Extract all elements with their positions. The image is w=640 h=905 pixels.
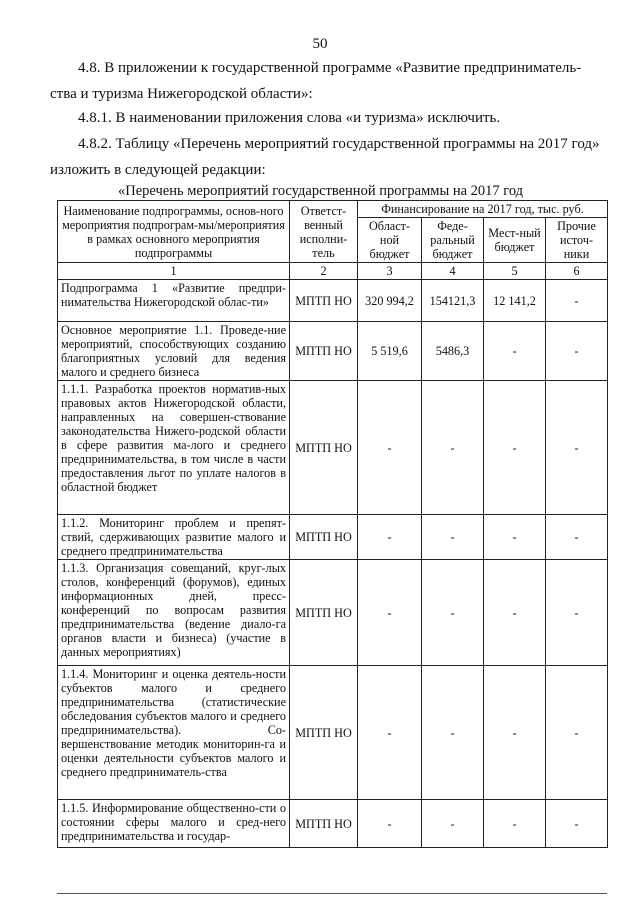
column-number: 5 bbox=[484, 263, 546, 280]
row-name: 1.1.3. Организация совещаний, круг-лых столов, конференций (форумов), единых информационных дней, пресс-конференций по вопросам развития предпринимательства (ведение диало-га органов власти и бизнеса) (участие в данных мероприятиях) bbox=[58, 560, 290, 666]
row-regional: - bbox=[358, 666, 422, 800]
row-federal: - bbox=[422, 381, 484, 515]
row-other: - bbox=[546, 800, 608, 848]
header-name: Наименование подпрограммы, основ-ного мероприятия подпрограм-мы/мероприятия в рамках основного мероприятия подпрограммы bbox=[58, 201, 290, 263]
row-other: - bbox=[546, 666, 608, 800]
row-federal: 154121,3 bbox=[422, 280, 484, 322]
row-regional: 5 519,6 bbox=[358, 322, 422, 381]
table-row bbox=[58, 515, 608, 560]
table-row bbox=[58, 322, 608, 381]
row-federal: - bbox=[422, 560, 484, 666]
page-bottom-rule bbox=[57, 893, 607, 894]
column-number-row bbox=[58, 263, 608, 280]
row-other: - bbox=[546, 381, 608, 515]
column-number: 4 bbox=[422, 263, 484, 280]
column-number: 6 bbox=[546, 263, 608, 280]
row-federal: - bbox=[422, 666, 484, 800]
paragraph-4-8-2: 4.8.2. Таблицу «Перечень мероприятий государственной программы на 2017 год» изложить в следующей редакции: bbox=[50, 136, 600, 178]
row-other: - bbox=[546, 322, 608, 381]
header-federal-budget: Феде-ральный бюджет bbox=[422, 218, 484, 263]
activities-table bbox=[57, 200, 608, 848]
paragraph-4-8: 4.8. В приложении к государственной программе «Развитие предприниматель-ства и туризма Нижегородской области»: bbox=[50, 60, 582, 102]
column-number: 1 bbox=[58, 263, 290, 280]
page-number: 50 bbox=[312, 36, 328, 52]
row-regional: 320 994,2 bbox=[358, 280, 422, 322]
header-other-sources: Прочие источ-ники bbox=[546, 218, 608, 263]
row-local: - bbox=[484, 800, 546, 848]
row-local: - bbox=[484, 666, 546, 800]
row-regional: - bbox=[358, 381, 422, 515]
row-other: - bbox=[546, 515, 608, 560]
row-other: - bbox=[546, 280, 608, 322]
row-federal: 5486,3 bbox=[422, 322, 484, 381]
row-regional: - bbox=[358, 515, 422, 560]
row-name: 1.1.4. Мониторинг и оценка деятель-ности субъектов малого и среднего предпринимательства (статистические обследования субъектов малого и среднего предпринимательства). Со-вершенствование методик мониторин-га и оценки деятельности субъектов малого и среднего предприниматель-ства bbox=[58, 666, 290, 800]
row-local: - bbox=[484, 322, 546, 381]
row-executor: МПТП НО bbox=[290, 800, 358, 848]
row-federal: - bbox=[422, 515, 484, 560]
row-local: - bbox=[484, 560, 546, 666]
row-name: 1.1.5. Информирование общественно-сти о состоянии сферы малого и сред-него предпринимательства и государ- bbox=[58, 800, 290, 848]
row-regional: - bbox=[358, 800, 422, 848]
header-executor: Ответст-венный исполни-тель bbox=[290, 201, 358, 263]
row-executor: МПТП НО bbox=[290, 280, 358, 322]
table-row bbox=[58, 800, 608, 848]
row-name: 1.1.2. Мониторинг проблем и препят-ствий, сдерживающих развитие малого и среднего предпринимательства bbox=[58, 515, 290, 560]
row-local: - bbox=[484, 381, 546, 515]
column-number: 2 bbox=[290, 263, 358, 280]
table-header-row bbox=[58, 201, 608, 218]
table-row bbox=[58, 280, 608, 322]
row-federal: - bbox=[422, 800, 484, 848]
row-executor: МПТП НО bbox=[290, 322, 358, 381]
header-financing: Финансирование на 2017 год, тыс. руб. bbox=[358, 201, 608, 218]
paragraph-4-8-1: 4.8.1. В наименовании приложения слова «и туризма» исключить. bbox=[78, 110, 501, 126]
table-row bbox=[58, 666, 608, 800]
row-executor: МПТП НО bbox=[290, 560, 358, 666]
table-row bbox=[58, 381, 608, 515]
row-other: - bbox=[546, 560, 608, 666]
row-executor: МПТП НО bbox=[290, 381, 358, 515]
row-executor: МПТП НО bbox=[290, 666, 358, 800]
row-executor: МПТП НО bbox=[290, 515, 358, 560]
table-row bbox=[58, 560, 608, 666]
row-name: 1.1.1. Разработка проектов норматив-ных правовых актов Нижегородской области, направленных на совершен-ствование законодательства Нижего-родской области в сфере развития ма-лого и среднего предпринимательства, в том числе в части предоставления льгот по уплате налогов в областной бюджет bbox=[58, 381, 290, 515]
header-regional-budget: Област-ной бюджет bbox=[358, 218, 422, 263]
header-local-budget: Мест-ный бюджет bbox=[484, 218, 546, 263]
row-name: Подпрограмма 1 «Развитие предпри-нимательства Нижегородской облас-ти» bbox=[58, 280, 290, 322]
row-local: 12 141,2 bbox=[484, 280, 546, 322]
row-name: Основное мероприятие 1.1. Проведе-ние мероприятий, способствующих созданию благоприятных условий для ведения малого и среднего бизнеса bbox=[58, 322, 290, 381]
row-local: - bbox=[484, 515, 546, 560]
column-number: 3 bbox=[358, 263, 422, 280]
row-regional: - bbox=[358, 560, 422, 666]
table-caption: «Перечень мероприятий государственной программы на 2017 год bbox=[118, 183, 524, 199]
